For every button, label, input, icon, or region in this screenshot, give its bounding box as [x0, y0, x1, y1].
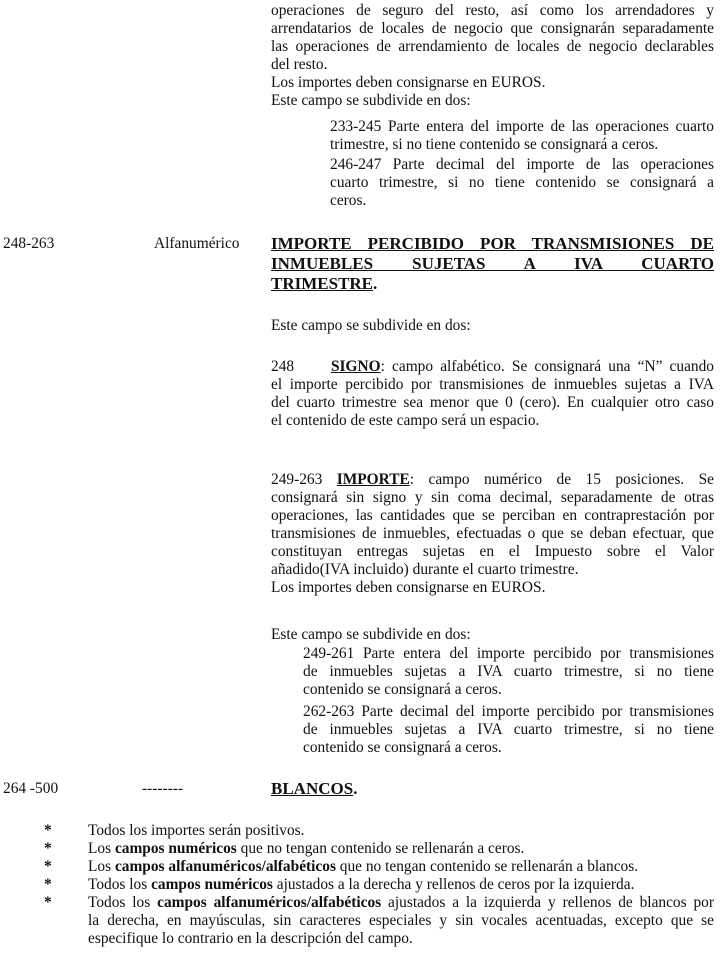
description-line: operaciones de seguro del resto, así como los arrendadores y [271, 2, 714, 19]
signo-description [271, 358, 714, 430]
importe-line: transmisiones de inmuebles, efectuadas o que se deban efectuar, que [271, 525, 714, 542]
title-line: INMUEBLES SUJETAS A IVA CUARTO [271, 254, 714, 273]
importe-position: 249-263 [271, 471, 323, 488]
importe-first-line: 249-263 IMPORTE: campo numérico de 15 posiciones. Se [271, 471, 714, 488]
subfield-line: cuarto trimestre, si no tiene contenido se consignará a [330, 174, 714, 191]
bullet-marker: * [44, 840, 52, 857]
euros-note: Los importes deben consignarse en EUROS. [271, 579, 546, 596]
note-text: Todos los campos numéricos ajustados a la derecha y rellenos de ceros por la izquierda. [88, 876, 635, 893]
field-title: BLANCOS. [271, 779, 358, 798]
field-position: 248-263 [3, 235, 55, 252]
bullet-marker: * [44, 876, 52, 893]
description-line: arrendatarios de locales de negocio que consignarán separadamente [271, 20, 714, 37]
importe-description [271, 471, 714, 597]
euros-note: Los importes deben consignarse en EUROS. [271, 74, 546, 91]
subfield-line: de inmuebles sujetas a IVA cuarto trimestre, si no tiene [303, 663, 714, 680]
subdivide-note: Este campo se subdivide en dos: [271, 92, 471, 109]
signo-line: el contenido de este campo será un espacio. [271, 412, 540, 429]
note-text: Los campos numéricos que no tengan contenido se rellenarán a ceros. [88, 840, 525, 857]
description-line: las operaciones de arrendamiento de locales de negocio declarables [271, 38, 714, 55]
field-type: Alfanumérico [154, 235, 240, 252]
bullet-marker: * [44, 858, 52, 875]
signo-label: SIGNO [331, 358, 381, 375]
title-line-last: TRIMESTRE. [271, 274, 378, 293]
signo-line: el importe percibido por transmisiones de inmuebles sujetas a IVA [271, 376, 714, 393]
signo-position: 248 [271, 358, 295, 375]
subfield-line: contenido se consignará a ceros. [303, 681, 502, 698]
field-title [271, 234, 714, 294]
signo-line: del cuarto trimestre sea menor que 0 (cero). En cualquier otro caso [271, 394, 714, 411]
importe-line: constituyan entregas sujetas en el Impuesto sobre el Valor [271, 543, 714, 560]
field-type: -------- [142, 780, 184, 797]
subfield-line: 246-247 Parte decimal del importe de las operaciones [330, 156, 714, 173]
subfield-246-247 [330, 156, 714, 210]
subfield-line: 262-263 Parte decimal del importe percibido por transmisiones [303, 703, 714, 720]
subfield-line: trimestre, si no tiene contenido se consignará a ceros. [330, 136, 659, 153]
field-position: 264 -500 [3, 780, 59, 797]
importe-line: operaciones, las cantidades que se perciban en contraprestación por [271, 507, 714, 524]
bullet-marker: * [44, 822, 52, 839]
subfield-line: 233-245 Parte entera del importe de las operaciones cuarto [330, 118, 714, 135]
title-line: IMPORTE PERCIBIDO POR TRANSMISIONES DE [271, 234, 714, 253]
subfield-262-263 [303, 703, 714, 757]
importe-line: añadido(IVA incluido) durante el cuarto trimestre. [271, 561, 579, 578]
subfield-line: 249-261 Parte entera del importe percibido por transmisiones [303, 645, 714, 662]
subdivide-note: Este campo se subdivide en dos: [271, 626, 471, 643]
note-text: Todos los importes serán positivos. [88, 822, 305, 839]
bullet-marker: * [44, 894, 52, 911]
description-line: del resto. [271, 56, 328, 73]
subfield-233-245 [330, 118, 714, 154]
importe-line: consignará sin signo y sin coma decimal, separadamente de otras [271, 489, 714, 506]
subfield-line: contenido se consignará a ceros. [303, 739, 502, 756]
subfield-line: de inmuebles sujetas a IVA cuarto trimestre, si no tiene [303, 721, 714, 738]
signo-first-line: 248 SIGNO: campo alfabético. Se consignará una “N” cuando [271, 358, 714, 375]
subfield-line: ceros. [330, 192, 367, 209]
subdivide-note: Este campo se subdivide en dos: [271, 317, 471, 334]
subfield-249-261 [303, 645, 714, 699]
note-text: Los campos alfanuméricos/alfabéticos que no tengan contenido se rellenarán a blancos. [88, 858, 639, 875]
importe-label: IMPORTE [336, 471, 410, 488]
note-text: Todos los campos alfanuméricos/alfabéticos ajustados a la izquierda y rellenos de blancos por la derecha, en mayúsculas, sin caracteres especiales y sin vocales acentuadas, excepto que se especifique lo contrario en la descripción del campo. [88, 894, 714, 947]
continuation-description [271, 2, 714, 110]
